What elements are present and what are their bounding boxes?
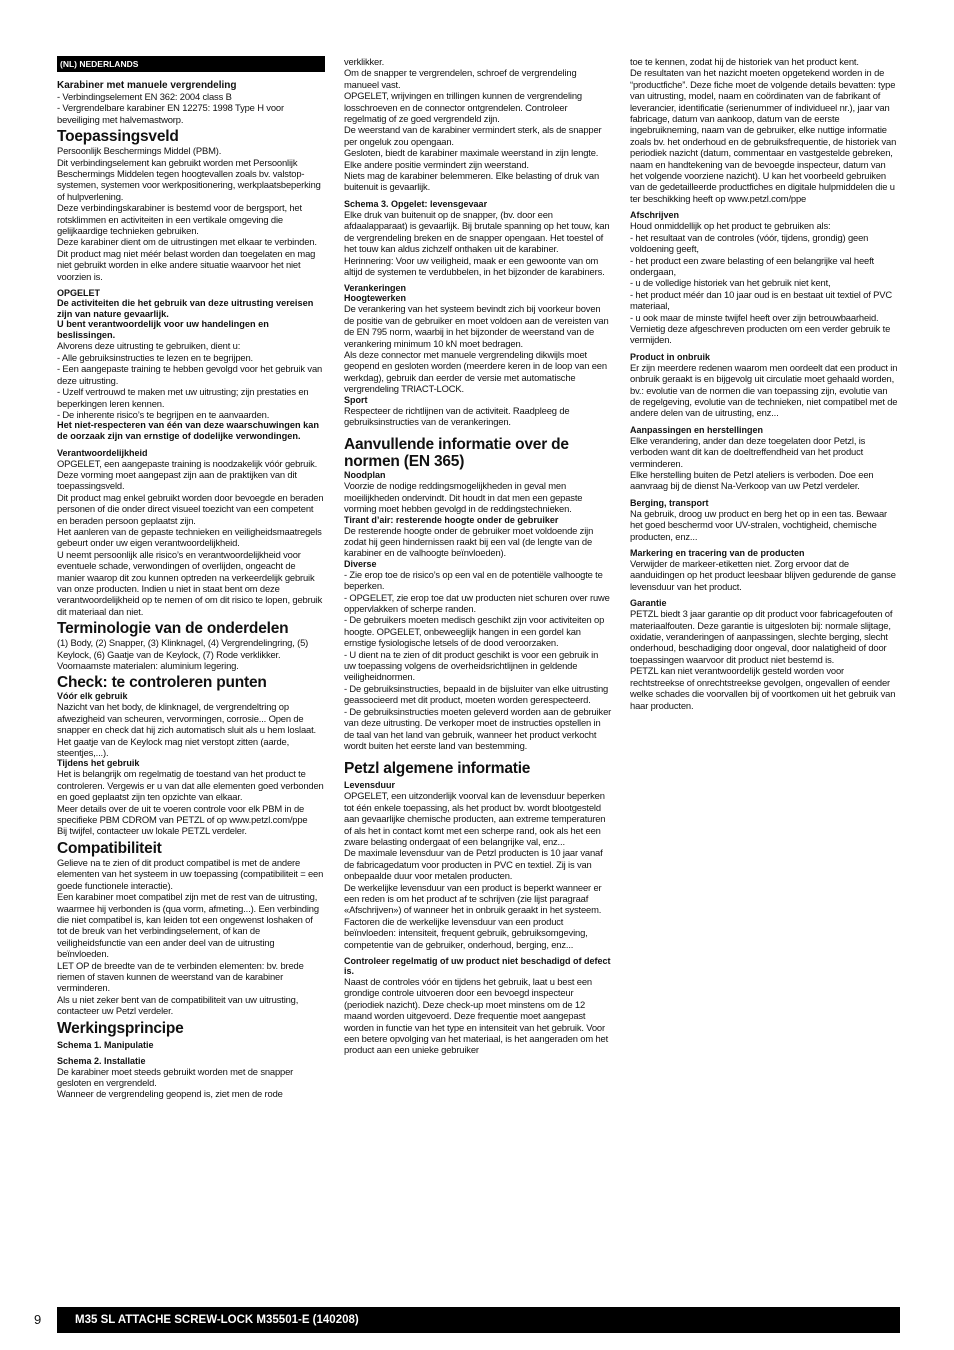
- subsection-title: Noodplan: [344, 470, 386, 481]
- subsection-title: Tijdens het gebruik: [57, 758, 140, 769]
- body-text: Alvorens deze uitrusting te gebruiken, dient u: - Alle gebruiksinstructies te lezen en te begrijpen. - Een aangepaste training te hebben gevolgd voor het gebruik van deze uitrusting. - Uzelf vertrouwd te maken met uw uitrusting; zijn prestaties en beperkingen leren kennen. - De inherente risico’s te begrijpen en te aanvaarden.: [57, 340, 323, 420]
- warning-text: De activiteiten die het gebruik van deze uitrusting vereisen zijn van nature gevaarlijk. U bent verantwoordelijk voor uw handelingen en beslissingen.: [57, 298, 314, 340]
- body-text: OPGELET, een uitzonderlijk voorval kan de levensduur beperken tot één enkele toepassing, als het product bv. wordt blootgesteld aan gevaarlijke chemische producten, aan extreme temperaturen of als het in contact komt met een scherpe rand, ook als het een zware belasting ondergaat of een belangrijke val, enz... De maximale levensduur van de Petzl producten is 10 jaar vanaf de fabricagedatum voor producten in PVC en textiel. Zij is van onbepaalde duur voor metalen producten. De werkelijke levensduur van een product is beperkt wanneer er een reden is om het product af te schrijven (zie lijst paragraaf «Afschrijven») of wanneer het in onbruik geraakt in het systeem. Factoren die de werkelijke levensduur van een product beïnvloeden: intensiteit, frequent gebruik, gebruiksomgeving, competentie van de gebruiker, onderhoud, berging, enz...: [344, 790, 606, 950]
- section-heading: Check: te controleren punten: [57, 674, 267, 692]
- section-title: Product in onbruik: [630, 351, 710, 362]
- subsection-title: Tirant d’air: resterende hoogte onder de gebruiker: [344, 514, 559, 525]
- body-text: OPGELET, een aangepaste training is noodzakelijk vóór gebruik. Deze vorming moet aangepast zijn aan de praktijken van dit toepassingsveld. Dit product mag enkel gebruikt worden door bevoegde en beraden personen of die onder direct visueel toezicht van een competent en beraden persoon geplaatst zijn. Het aanleren van de gepaste technieken en veiligheidsmaatregels gebeurt onder uw eigen verantwoordelijkheid. U neemt persoonlijk alle risico’s en verantwoordelijkheid voor eventuele schade, verwondingen of overlijden, ongeacht de manier waarop dit zou kunnen optreden na verkeerdelijk gebruik van onze producten. Indien u niet in staat bent om deze verantwoordelijkheid op te nemen of om dit risico te lopen, gebruik dit materiaal dan niet.: [57, 457, 324, 617]
- section-title: Schema 3. Opgelet: levensgevaar: [344, 198, 488, 209]
- section-title: Karabiner met manuele vergrendeling: [57, 80, 237, 91]
- body-text: Gelieve na te zien of dit product compatibel is met de andere elementen van het systeem in uw toepassing (compatibiliteit = een goede functionele interactie). Een karabiner moet compatibel zijn met de rest van de uitrusting, waarmee hij verbonden is (qua vorm, afmeting...). Een verbinding die niet compatibel is, kan leiden tot een ongewenst loshaken of tot de breuk van het verbindingselement, of kan de veiligheidsfunctie van een ander deel van de uitrusting beïnvloeden. LET OP de breedte van de te verbinden elementen: bv. brede riemen of staven kunnen de weerstand van de karabiner verminderen. Als u niet zeker bent van de compatibiliteit van uw uitrusting, contacteer uw Petzl verdeler.: [57, 856, 324, 1017]
- body-text: Nazicht van het body, de klinknagel, de vergrendeltring op afwezigheid van scheuren, vervormingen, corrosie... Open de snapper en check dat hij zich automatisch sluit als u hem loslaat. Het gaatje van de Keylock mag niet verstopt zitten (aarde, steentjes,...).: [57, 701, 316, 759]
- body-text: De resterende hoogte onder de gebruiker moet voldoende zijn zodat hij geen hindernissen raakt bij een val (de lengte van de karabiner en de valhoogte beïnvloeden).: [344, 524, 594, 559]
- section-heading: Werkingsprincipe: [57, 1019, 184, 1037]
- body-text: Houd onmiddellijk op het product te gebruiken als: - het resultaat van de controles (vóór, tijdens, grondig) geen voldoening geeft, - het product een zware belasting of een belangrijke val heeft ondergaan, - u de volledige historiek van het gebruik niet kent, - het product méér dan 10 jaar oud is en bestaat uit textiel of PVC materiaal, - u ook maar de minste twijfel heeft over zijn betrouwbaarheid. Vernietig deze afgeschreven producten om een verder gebruik te vermijden.: [630, 220, 892, 346]
- subsection-title: Schema 2. Installatie: [57, 1055, 146, 1066]
- body-text: Elke druk van buitenuit op de snapper, (bv. door een afdaalapparaat) is gevaarlijk. Bij brutale spanning op het touw, kan de vergrendeling breken en de snapper opengaan. Het toestel of het touw kan aldus zichzelf onthaken uit de karabiner. Herinnering: Voor uw veiligheid, maak er een gewoonte van om altijd de systemen te verdubbelen, in het bijzonder de karabiners.: [344, 208, 610, 277]
- body-text: Naast de controles vóór en tijdens het gebruik, laat u best een grondige controle uitvoeren door een bevoegd inspecteur (periodiek nazicht). Deze check-up moet minstens om de 12 maand worden uitgevoerd. Deze frequentie moet aangepast worden in functie van het type en intensiteit van het gebruik. Voor een betere opvolging van het materiaal, is het aangeraden om het product aan een unieke gebruiker: [344, 976, 609, 1056]
- section-heading: Petzl algemene informatie: [344, 760, 531, 778]
- body-text: Er zijn meerdere redenen waarom men oordeelt dat een product in onbruik geraakt is en bijgevolg uit circulatie moet gehaald worden, bv.: evolutie van de normen die van toepassing zijn, evolutie van de regelgeving, evolutie van de technieken, niet compatibel met de andere delen van de uitrusting, enz...: [630, 361, 898, 419]
- column-2: [344, 56, 612, 1056]
- column-3: [630, 56, 898, 711]
- body-text: De verankering van het systeem bevindt zich bij voorkeur boven de positie van de gebruiker en moet voldoen aan de vereisten van de EN 795 norm, waarbij in het bijzonder de weerstand van de verankering minimum 10 kN moet bedragen. Als deze connector met manuele vergrendeling dikwijls moet geopend en gesloten worden (meerdere keren in de loop van een werkdag), gebruik dan eerder de versie met automatische vergrendeling TRIACT-LOCK.: [344, 303, 609, 395]
- body-text: Respecteer de richtlijnen van de activiteit. Raadpleeg de gebruiksinstructies van de verankeringen.: [344, 404, 570, 427]
- footer-bar: [57, 1307, 900, 1333]
- section-title: Markering en tracering van de producten: [630, 548, 805, 559]
- subsection-title: Schema 1. Manipulatie: [57, 1039, 154, 1050]
- subsection-title: Levensduur: [344, 780, 396, 791]
- section-title: Afschrijven: [630, 210, 680, 221]
- subsection-title: Diverse: [344, 558, 377, 569]
- section-title: OPGELET: [57, 288, 101, 299]
- language-label: (NL) NEDERLANDS: [57, 56, 325, 72]
- column-1: [57, 56, 325, 1100]
- body-text: PETZL biedt 3 jaar garantie op dit product voor fabricagefouten of materiaalfouten. Deze garantie is uitgesloten bij: normale slijtage, oxidatie, veranderingen of aanpassingen, slechte berging, slecht onderhoud, beschadiging door ongeval, door nalatigheid of door toepassingen waarvoor dit product niet bestemd is. PETZL kan niet verantwoordelijk gesteld worden voor rechtstreekse of onrechtstreekse gevolgen, ongevallen of eender welke schades die voorvallen bij of voortkomen uit het gebruik van haar producten.: [630, 608, 896, 711]
- body-text: - Verbindingselement EN 362: 2004 class B - Vergrendelbare karabiner EN 12275: 1998 Type H voor beveiliging met halvemastworp.: [57, 91, 284, 125]
- subsection-title: Sport: [344, 394, 368, 405]
- section-title: Berging, transport: [630, 497, 709, 508]
- body-text: verklikker. Om de snapper te vergrendelen, schroef de vergrendeling manueel vast. OPGELET, wrijvingen en trillingen kunnen de vergrendeling losschroeven en de connector ontgrendelen. Controleer regelmatig of ze goed vergrendeld zijn. De weerstand van de karabiner vermindert sterk, als de snapper per ongeluk zou opengaan. Gesloten, biedt de karabiner maximale weerstand in zijn lengte. Elke andere positie vermindert zijn weerstand. Niets mag de karabiner belemmeren. Elke belasting of druk van buitenuit is gevaarlijk.: [344, 56, 602, 193]
- subsection-title: Hoogtewerken: [344, 293, 407, 304]
- warning-text: Het niet-respecteren van één van deze waarschuwingen kan de oorzaak zijn van ernstige of dodelijke verwondingen.: [57, 420, 319, 441]
- body-text: Voorzie de nodige reddingsmogelijkheden in geval men moeilijkheden ondervindt. Dit houdt in dat men een gepaste vorming moet hebben gevolgd in de reddingstechnieken.: [344, 480, 583, 515]
- section-title: Aanpassingen en herstellingen: [630, 424, 764, 435]
- body-text: Verwijder de markeer-etiketten niet. Zorg ervoor dat de aanduidingen op het product leesbaar blijven gedurende de ganse levensduur van het product.: [630, 558, 896, 592]
- document-title: M35 SL ATTACHE SCREW-LOCK M35501-E (140208): [75, 1314, 359, 1326]
- section-title: Verankeringen: [344, 283, 407, 294]
- body-text: Na gebruik, droog uw product en berg het op in een tas. Bewaar het goed beschermd voor UV-stralen, vochtigheid, chemische producten, enz...: [630, 507, 888, 542]
- section-heading: Terminologie van de onderdelen: [57, 620, 289, 638]
- subsection-title: Controleer regelmatig of uw product niet beschadigd of defect is.: [344, 956, 611, 976]
- body-text: Het is belangrijk om regelmatig de toestand van het product te controleren. Vergewis er u van dat alle elementen goed verbonden en goed geplaatst zijn ten opzichte van elkaar. Meer details over de uit te voeren controle voor elk PBM in de specifieke PBM CDROM van PETZL of op www.petzl.com/ppe Bij twijfel, contacteer uw lokale PETZL verdeler.: [57, 768, 324, 837]
- subsection-title: Vóór elk gebruik: [57, 691, 128, 702]
- body-text: - Zie erop toe de risico’s op een val en de potentiële valhoogte te beperken. - OPGELET, zie erop toe dat uw producten niet schuren over ruwe oppervlakken of scherpe randen. - De gebruikers moeten medisch geschikt zijn voor activiteiten op hoogte. OPGELET, onbeweeglijk hangen in een gordel kan ernstige fysiologische letsels of de dood veroorzaken. - U dient na te zien of dit product geschikt is voor een gebruik in uw toepassing volgens de overheidsrichtlijnen in geldende veiligheidnormen. - De gebruiksinstructies, bepaald in de bijsluiter van elke uitrusting geassocieerd met dit product, moeten worden gerespecteerd. - De gebruiksinstructies moeten geleverd worden aan de gebruiker van deze uitrusting. De verkoper moet de instructies opstellen in de taal van het land van gebruik, wanneer het product verkocht wordt buiten het eerste land van bestemming.: [344, 568, 612, 751]
- body-text: toe te kennen, zodat hij de historiek van het product kent. De resultaten van het nazicht moeten opgetekend worden in de “productfiche”. Deze fiche moet de volgende details bevatten: type van uitrusting, model, naam en coördinaten van de fabrikant of leverancier, identificatie (serienummer of individueel nr.), jaar van fabricage, datum van aankoop, datum van de eerste ingebruikneming, naam van de gebruiker, elke nuttige informatie zoals bv. het onderhoud en de gebruiksfrequentie, de historiek van periodiek nazicht (datum, commentaar en vastgestelde gebreken, naam en handtekening van de bevoegde inspecteur, datum van het volgende voorziene nazicht). U kan het voorbeeld gebruiken van de gedetailleerde productfiches en digitale hulpmiddelen die u ter beschikking heeft op www.petzl.com/ppe: [630, 56, 897, 204]
- section-title: Verantwoordelijkheid: [57, 447, 148, 458]
- section-heading: Toepassingsveld: [57, 128, 179, 146]
- body-text: (1) Body, (2) Snapper, (3) Klinknagel, (4) Vergrendelingring, (5) Keylock, (6) Gaatje van de Keylock, (7) Rode verklikker. Voornaamste materialen: aluminium legering.: [57, 637, 309, 671]
- section-heading: Compatibiliteit: [57, 839, 162, 857]
- body-text: De karabiner moet steeds gebruikt worden met de snapper gesloten en vergrendeld. Wanneer de vergrendeling geopend is, ziet men de rode: [57, 1065, 294, 1100]
- body-text: Persoonlijk Beschermings Middel (PBM). Dit verbindingselement kan gebruikt worden met Persoonlijk Beschermings Middelen tegen hoogtevallen zoals bv. valstop-systemen, systemen voor werkpositionering, werkplaatsbeperking of hulpverlening. Deze verbindingskarabiner is bestemd voor de bergsport, het rotsklimmen en activiteiten in een vertikale omgeving die gelijkaardige technieken gebruiken. Deze karabiner dient om de uitrustingen met elkaar te verbinden. Dit product mag niet méér belast worden dan toegelaten en mag niet gebruikt worden in elke andere situatie waarvoor het niet voorzien is.: [57, 145, 321, 282]
- section-heading: Aanvullende informatie over de normen (EN 365): [344, 436, 569, 471]
- body-text: Elke verandering, ander dan deze toegelaten door Petzl, is verboden want dit kan de doeltreffendheid van het product verminderen. Elke herstelling buiten de Petzl ateliers is verboden. Doe een aanvraag bij de dienst Na-Verkoop van uw Petzl verdeler.: [630, 434, 874, 492]
- page-number: 9: [34, 1312, 42, 1327]
- section-title: Garantie: [630, 598, 667, 609]
